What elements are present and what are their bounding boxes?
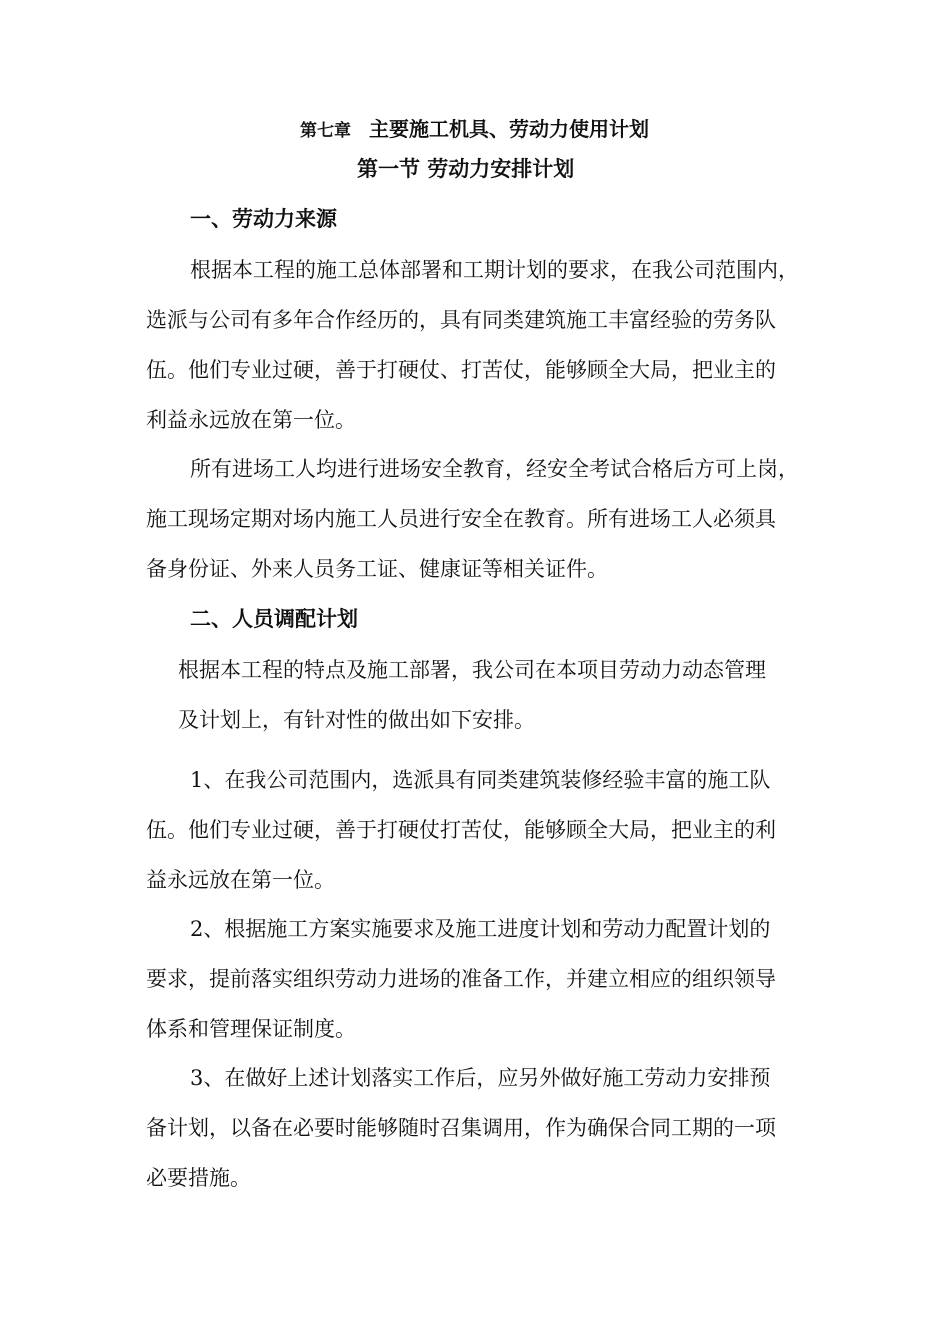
- part1-heading: 一、劳动力来源: [190, 206, 337, 231]
- item1-line: 伍。他们专业过硬，善于打硬仗打苦仗，能够顾全大局，把业主的利: [146, 818, 776, 842]
- part2-heading: 二、人员调配计划: [190, 606, 358, 631]
- part1-para1-line: 选派与公司有多年合作经历的，具有同类建筑施工丰富经验的劳务队: [146, 308, 776, 332]
- chapter-heading: [300, 116, 649, 144]
- item3-line: 备计划，以备在必要时能够随时召集调用，作为确保合同工期的一项: [146, 1116, 776, 1140]
- part1-para2-line: 施工现场定期对场内施工人员进行安全在教育。所有进场工人必须具: [146, 507, 776, 531]
- item2-line: 要求，提前落实组织劳动力进场的准备工作，并建立相应的组织领导: [146, 967, 776, 991]
- part2-intro-line: 及计划上，有针对性的做出如下安排。: [178, 708, 535, 732]
- part1-para2-line: 所有进场工人均进行进场安全教育，经安全考试合格后方可上岗，: [190, 457, 799, 481]
- item1-line: 益永远放在第一位。: [146, 868, 335, 892]
- chapter-number: 第七章: [300, 121, 351, 141]
- item2-line: 体系和管理保证制度。: [146, 1017, 356, 1041]
- item2-line: 2、根据施工方案实施要求及施工进度计划和劳动力配置计划的: [190, 917, 771, 941]
- item3-line: 必要措施。: [146, 1166, 251, 1190]
- part1-para1-line: 利益永远放在第一位。: [146, 408, 356, 432]
- item1-line: 1、在我公司范围内，选派具有同类建筑装修经验丰富的施工队: [190, 768, 771, 792]
- part2-intro-line: 根据本工程的特点及施工部署，我公司在本项目劳动力动态管理: [178, 658, 766, 682]
- item3-line: 3、在做好上述计划落实工作后，应另外做好施工劳动力安排预: [190, 1066, 771, 1090]
- section-title: 第一节 劳动力安排计划: [357, 156, 575, 181]
- part1-para1-line: 根据本工程的施工总体部署和工期计划的要求，在我公司范围内，: [190, 258, 799, 282]
- part1-para2-line: 备身份证、外来人员务工证、健康证等相关证件。: [146, 557, 608, 581]
- chapter-title: 主要施工机具、劳动力使用计划: [369, 117, 649, 141]
- part1-para1-line: 伍。他们专业过硬，善于打硬仗、打苦仗，能够顾全大局，把业主的: [146, 358, 776, 382]
